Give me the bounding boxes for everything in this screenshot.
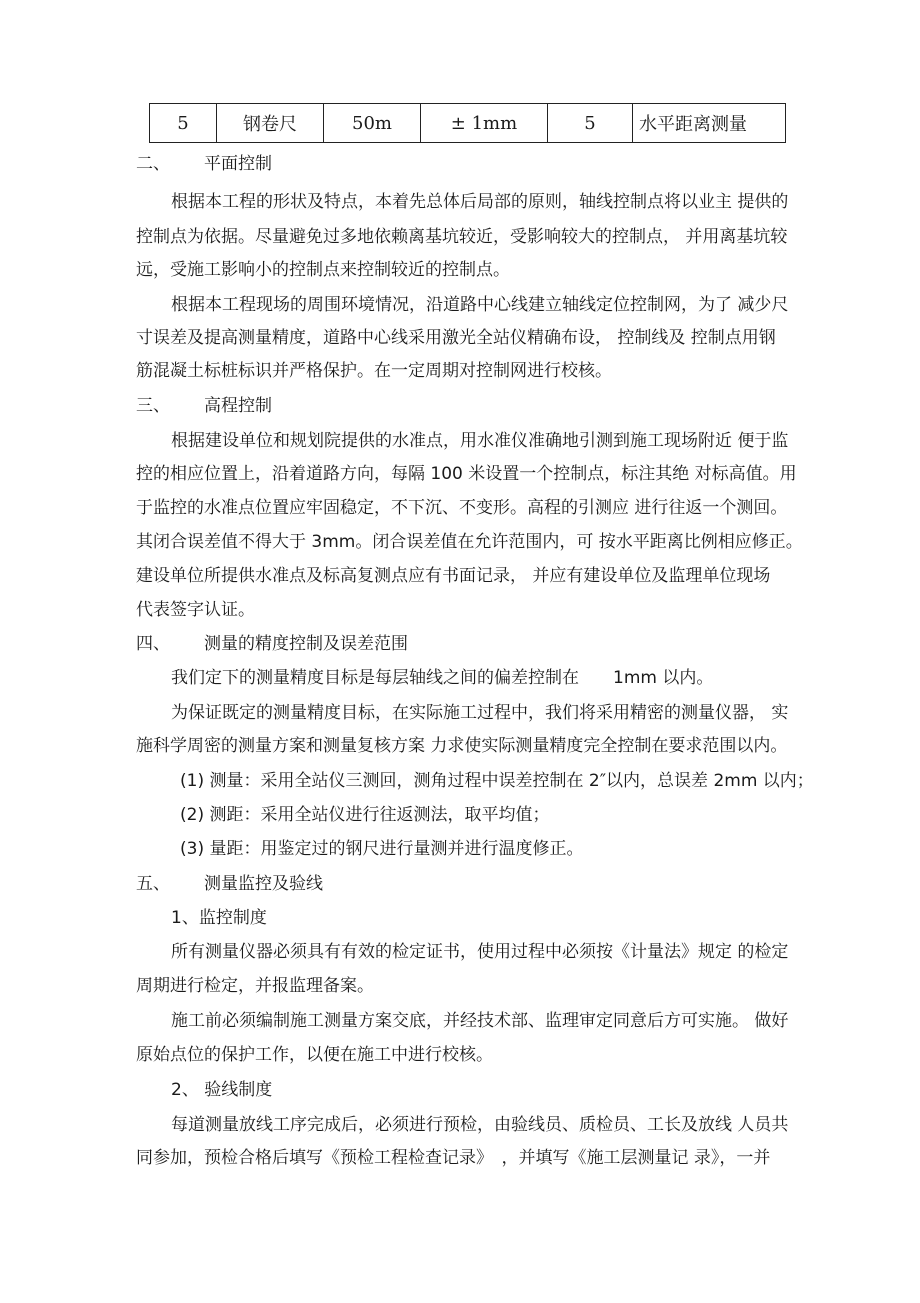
paragraph-line: 代表签字认证。 [136, 600, 255, 620]
table-cell-name: 钢卷尺 [217, 104, 324, 143]
paragraph-line: 原始点位的保护工作，以便在施工中进行校核。 [136, 1045, 493, 1065]
section-number: 三、 [136, 396, 170, 416]
paragraph-line: 控的相应位置上，沿着道路方向，每隔 100 米设置一个控制点，标注其绝 对标高值。用 [136, 464, 797, 484]
list-item: (1) 测量：采用全站仪三测回，测角过程中误差控制在 2″以内，总误差 2mm 以内； [180, 771, 814, 791]
table-cell-qty: 5 [548, 104, 633, 143]
instrument-table [149, 103, 786, 143]
paragraph-line: 周期进行检定，并报监理备案。 [136, 976, 374, 996]
table-cell-no: 5 [150, 104, 217, 143]
section-title: 测量监控及验线 [204, 874, 323, 894]
subsection-title: 2、 验线制度 [171, 1080, 273, 1100]
list-item: (2) 测距：采用全站仪进行往返测法，取平均值； [180, 805, 550, 825]
paragraph-line: 根据建设单位和规划院提供的水准点，用水准仪准确地引测到施工现场附近 便于监 [171, 431, 789, 451]
paragraph-line: 控制点为依据。尽量避免过多地依赖离基坑较近，受影响较大的控制点， 并用离基坑较 [136, 227, 788, 247]
paragraph-line: 施科学周密的测量方案和测量复核方案 力求使实际测量精度完全控制在要求范围以内。 [136, 736, 788, 756]
subsection-title: 1、监控制度 [171, 908, 267, 928]
section-title: 平面控制 [204, 154, 272, 174]
paragraph-line: 其闭合误差值不得大于 3mm。闭合误差值在允许范围内，可 按水平距离比例相应修正。 [136, 532, 803, 552]
paragraph-line: 根据本工程的形状及特点，本着先总体后局部的原则，轴线控制点将以业主 提供的 [171, 192, 789, 212]
table-cell-use: 水平距离测量 [633, 104, 786, 143]
table-cell-accuracy: ± 1mm [421, 104, 548, 143]
paragraph-line: 于监控的水准点位置应牢固稳定，不下沉、不变形。高程的引测应 进行往返一个测回。 [136, 498, 788, 518]
section-title: 高程控制 [204, 396, 272, 416]
table-cell-spec: 50m [324, 104, 421, 143]
paragraph-line: 所有测量仪器必须具有有效的检定证书，使用过程中必须按《计量法》规定 的检定 [171, 942, 789, 962]
section-title: 测量的精度控制及误差范围 [204, 634, 408, 654]
table-row [150, 104, 786, 143]
section-number: 二、 [136, 154, 170, 174]
paragraph-line: 我们定下的测量精度目标是每层轴线之间的偏差控制在 1mm 以内。 [171, 668, 714, 688]
paragraph-line: 筋混凝土标桩标识并严格保护。在一定周期对控制网进行校核。 [136, 361, 612, 381]
section-number: 四、 [136, 634, 170, 654]
paragraph-line: 为保证既定的测量精度目标，在实际施工过程中，我们将采用精密的测量仪器， 实 [171, 703, 789, 723]
section-number: 五、 [136, 874, 170, 894]
paragraph-line: 每道测量放线工序完成后，必须进行预检，由验线员、质检员、工长及放线 人员共 [171, 1115, 789, 1135]
paragraph-line: 根据本工程现场的周围环境情况，沿道路中心线建立轴线定位控制网，为了 减少尺 [171, 295, 789, 315]
list-item: (3) 量距：用鉴定过的钢尺进行量测并进行温度修正。 [180, 839, 584, 859]
paragraph-line: 同参加，预检合格后填写《预检工程检查记录》 ，并填写《施工层测量记 录》，一并 [136, 1148, 771, 1168]
paragraph-line: 寸误差及提高测量精度，道路中心线采用激光全站仪精确布设， 控制线及 控制点用钢 [136, 328, 776, 348]
paragraph-line: 远，受施工影响小的控制点来控制较近的控制点。 [136, 260, 510, 280]
paragraph-line: 建设单位所提供水准点及标高复测点应有书面记录， 并应有建设单位及监理单位现场 [136, 566, 771, 586]
paragraph-line: 施工前必须编制施工测量方案交底，并经技术部、监理审定同意后方可实施。 做好 [171, 1011, 789, 1031]
